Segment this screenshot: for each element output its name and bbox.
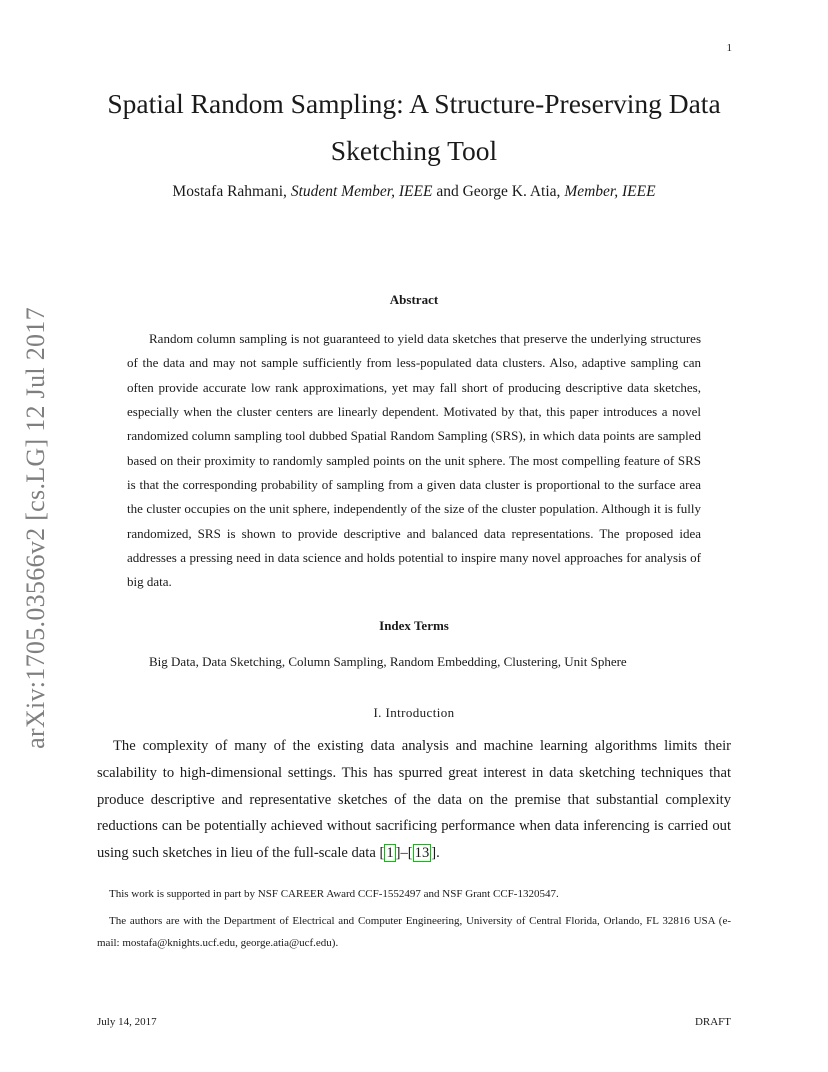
footnote-funding: This work is supported in part by NSF CAREER Award CCF-1552497 and NSF Grant CCF-1320547.: [109, 888, 559, 900]
intro-text-part-3: ].: [431, 845, 440, 862]
introduction-paragraph: [97, 733, 731, 867]
author-2-role: Member, IEEE: [564, 183, 656, 200]
title-line-2: Sketching Tool: [330, 135, 498, 166]
author-1-role: Student Member, IEEE: [290, 183, 433, 200]
index-terms-heading: Index Terms: [379, 618, 449, 633]
title-line-1: Spatial Random Sampling: A Structure-Preserving Data: [107, 88, 721, 119]
abstract-text: Random column sampling is not guaranteed to yield data sketches that preserve the underlying structures of the data and may not sample sufficiently from less-populated data clusters. Also, adaptive sampling can often provide accurate low rank approximations, yet may fall short of producing descriptive data sketches, especially when the cluster centers are linearly dependent. Motivated by that, this paper introduces a novel randomized column sampling tool dubbed Spatial Random Sampling (SRS), in which data points are sampled based on their proximity to randomly sampled points on the unit sphere. The most compelling feature of SRS is that the corresponding probability of sampling from a given data cluster is proportional to the surface area the cluster occupies on the unit sphere, independently of the size of the cluster population. Although it is fully randomized, SRS is shown to provide descriptive and balanced data representations. The proposed idea addresses a pressing need in data science and holds potential to inspire many novel approaches for analysis of big data.: [127, 331, 701, 590]
index-terms-text: Big Data, Data Sketching, Column Sampling, Random Embedding, Clustering, Unit Sphere: [149, 654, 627, 669]
page-number: 1: [726, 42, 732, 54]
paper-title: [96, 80, 732, 174]
footnote-affiliation: The authors are with the Department of Electrical and Computer Engineering, University of Central Florida, Orlando, FL 32816 USA (e-mail: mostafa@knights.ucf.edu, george.atia@ucf.edu).: [97, 915, 731, 949]
author-2-name: and George K. Atia,: [436, 183, 561, 200]
footer-draft-label: DRAFT: [694, 1016, 731, 1028]
citation-link-1[interactable]: 1: [386, 845, 394, 862]
arxiv-identifier-stamp[interactable]: arXiv:1705.03566v2 [cs.LG] 12 Jul 2017: [21, 307, 50, 749]
author-1-name: Mostafa Rahmani,: [172, 183, 287, 200]
footer-date: July 14, 2017: [97, 1016, 157, 1028]
section-heading-introduction: I. Introduction: [373, 705, 455, 720]
citation-link-13[interactable]: 13: [414, 845, 430, 862]
author-line: [96, 183, 732, 201]
abstract-heading: Abstract: [389, 292, 439, 307]
intro-text-part-1: The complexity of many of the existing data analysis and machine learning algorithms limits their scalability to high-dimensional settings. This has spurred great interest in data sketching techniques that produce descriptive and representative sketches of the data on the premise that substantial complexity reductions can be potentially achieved without sacrificing performance when data inferencing is carried out using such sketches in lieu of the full-scale data [: [97, 738, 731, 862]
intro-text-part-2: ]–[: [395, 845, 413, 862]
